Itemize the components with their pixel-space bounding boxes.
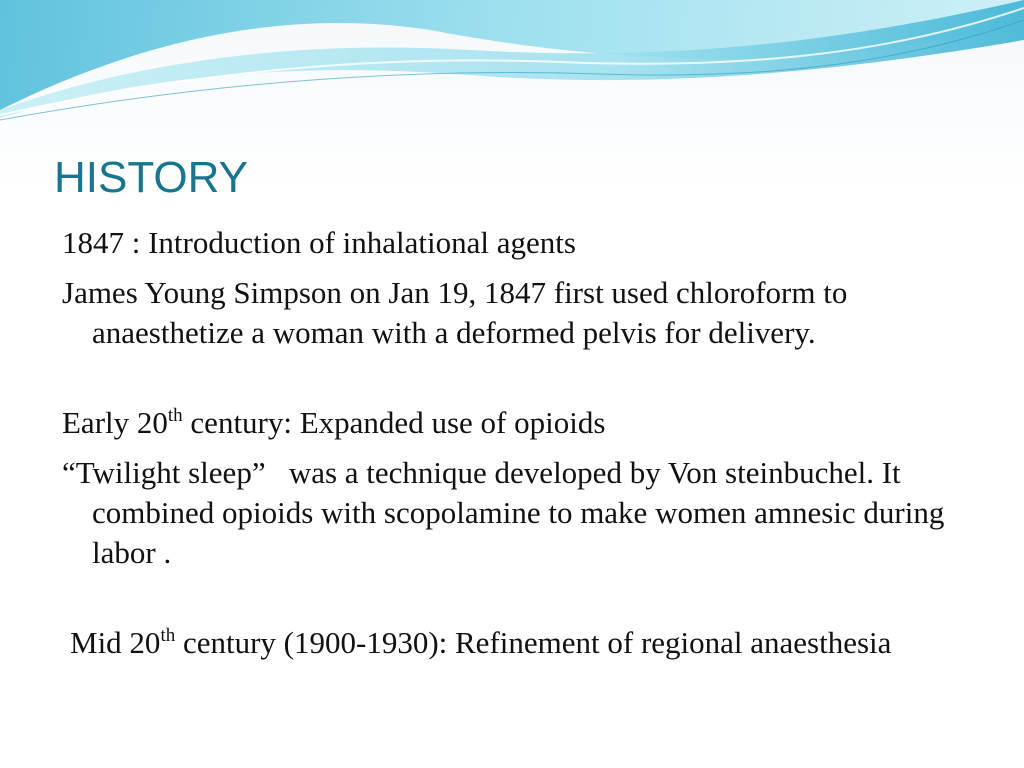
superscript-th: th <box>167 405 183 426</box>
slide-body <box>62 223 992 673</box>
paragraph-early-20th-post: century: Expanded use of opioids <box>182 405 606 440</box>
decorative-wave-banner <box>0 0 1024 130</box>
paragraph-mid-20th-post: century (1900-1930): Refinement of regional anaesthesia <box>175 625 892 660</box>
paragraph-simpson-chloroform: James Young Simpson on Jan 19, 1847 first used chloroform to anaesthetize a woman with a deformed pelvis for delivery. <box>62 275 848 350</box>
paragraph-mid-20th-pre: Mid 20 <box>70 625 161 660</box>
slide-title: HISTORY <box>54 153 248 202</box>
superscript-th: th <box>160 625 176 646</box>
paragraph-twilight-sleep-text: “Twilight sleep” was a technique developed by Von steinbuchel. It combined opioids with scopolamine to make women amnesic during labor . <box>62 455 953 570</box>
paragraph-early-20th-century <box>62 403 992 443</box>
paragraph-twilight-sleep <box>62 453 992 573</box>
paragraph-1847-inhalational: 1847 : Introduction of inhalational agents <box>62 225 576 260</box>
paragraph-early-20th-pre: Early 20 <box>62 405 168 440</box>
paragraph-mid-20th-century <box>62 623 992 663</box>
